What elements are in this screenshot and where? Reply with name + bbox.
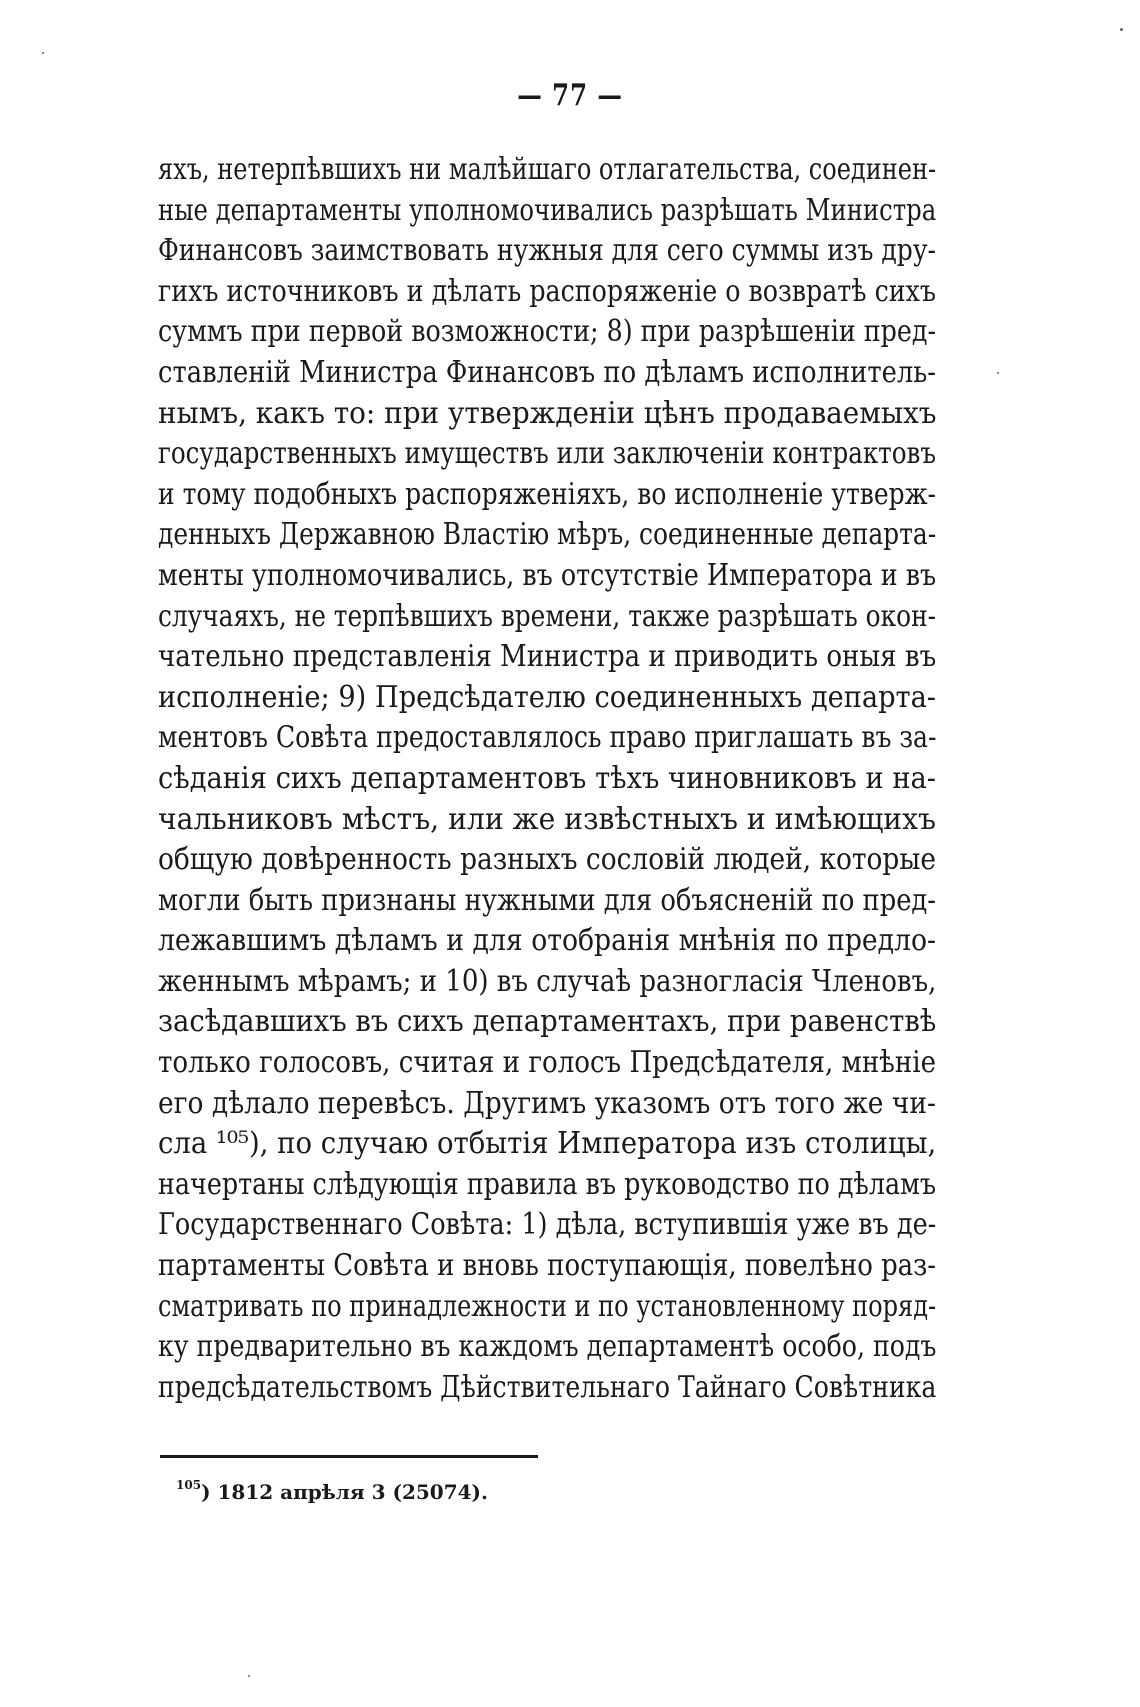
text-line: ку предварительно въ каждомъ департаментѣ особо, подъ — [158, 1329, 937, 1365]
text-line: денныхъ Державною Властію мѣръ, соединенные департа- — [158, 517, 937, 553]
text-line: менты уполномочивались, въ отсутствіе Императора и въ — [158, 557, 937, 593]
text-line: лежавшимъ дѣламъ и для отобранія мнѣнія по предло- — [158, 923, 936, 959]
scan-speck — [248, 1675, 250, 1677]
text-line: сѣданія сихъ департаментовъ тѣхъ чиновниковъ и на- — [158, 760, 936, 796]
text-line: начертаны слѣдующія правила въ руководство по дѣламъ — [158, 1166, 936, 1202]
text-line: чальниковъ мѣстъ, или же извѣстныхъ и имѣющихъ — [158, 801, 936, 837]
text-line: случаяхъ, не терпѣвшихъ времени, также разрѣшать окон- — [158, 598, 936, 634]
text-line: предсѣдательствомъ Дѣйствительнаго Тайнаго Совѣтника — [158, 1369, 937, 1405]
text-line: сматривать по принадлежности и по установленному поряд- — [158, 1288, 937, 1324]
text-line: общую довѣренность разныхъ сословій людей, которые — [158, 842, 936, 878]
footnote — [176, 1480, 488, 1504]
text-line: нымъ, какъ то: при утвержденіи цѣнъ продаваемыхъ — [158, 395, 937, 431]
text-line: ставленій Министра Финансовъ по дѣламъ исполнитель- — [158, 354, 936, 390]
text-line: засѣдавшихъ въ сихъ департаментахъ, при равенствѣ — [158, 1004, 937, 1040]
text-line: могли быть признаны нужными для объясненій по пред- — [158, 882, 936, 918]
text-line: и тому подобныхъ распоряженіяхъ, во исполненіе утверж- — [158, 476, 936, 512]
body-text — [158, 150, 936, 1408]
text-line: исполненіе; 9) Предсѣдателю соединенныхъ департа- — [158, 679, 936, 715]
scan-speck — [42, 52, 44, 54]
text-line: Финансовъ заимствовать нужныя для сего суммы изъ дру- — [158, 233, 936, 269]
text-line: женнымъ мѣрамъ; и 10) въ случаѣ разногласія Членовъ, — [158, 963, 937, 999]
text-line: его дѣлало перевѣсъ. Другимъ указомъ отъ того же чи- — [158, 1085, 936, 1121]
scan-speck — [1120, 28, 1123, 31]
text-line: только голосовъ, считая и голосъ Предсѣдателя, мнѣніе — [158, 1045, 936, 1081]
text-line: государственныхъ имуществъ или заключеніи контрактовъ — [158, 436, 936, 472]
text-line: ные департаменты уполномочивались разрѣшать Министра — [158, 192, 937, 228]
text-line: суммъ при первой возможности; 8) при разрѣшеніи пред- — [158, 314, 936, 350]
footnote-marker: 105 — [176, 1478, 202, 1492]
text-line: яхъ, нетерпѣвшихъ ни малѣйшаго отлагательства, соединен- — [158, 152, 937, 187]
text-line: гихъ источниковъ и дѣлать распоряженіе о возвратѣ сихъ — [158, 273, 936, 309]
page-number: — 77 — — [517, 78, 623, 113]
text-line: Государственнаго Совѣта: 1) дѣла, вступившія уже въ де- — [158, 1207, 937, 1243]
text-line: ментовъ Совѣта предоставлялось право приглашать въ за- — [158, 720, 937, 756]
footnote-divider — [160, 1455, 538, 1458]
footnote-text: ) 1812 апрѣля 3 (25074). — [201, 1480, 488, 1504]
text-line: партаменты Совѣта и вновь поступающія, повелѣно раз- — [158, 1248, 937, 1284]
scan-speck — [997, 372, 999, 374]
text-line: сла ¹⁰⁵), по случаю отбытія Императора изъ столицы, — [158, 1126, 937, 1162]
text-line: чательно представленія Министра и приводить оныя въ — [158, 639, 937, 675]
